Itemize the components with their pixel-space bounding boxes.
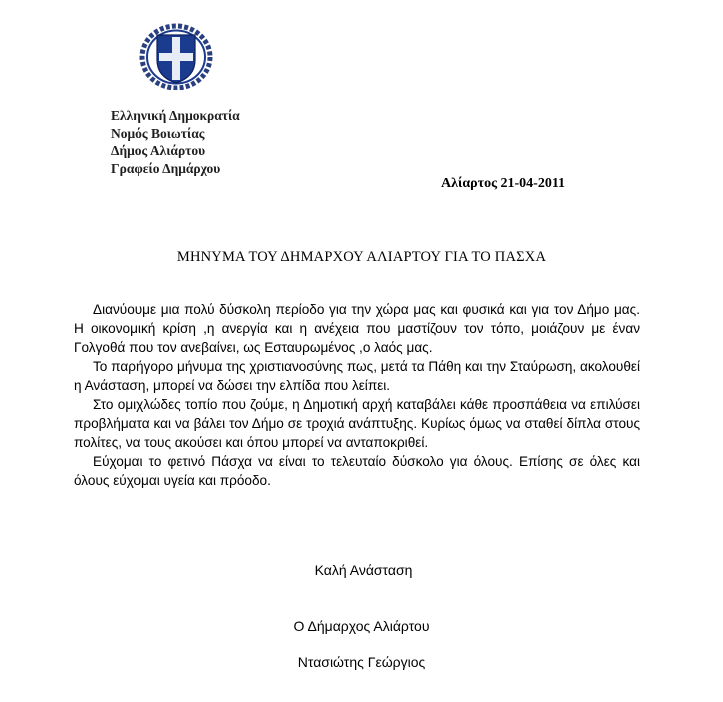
body-paragraph-4: Εύχομαι το φετινό Πάσχα να είναι το τελευταίο δύσκολο για όλους. Επίσης σε όλες και όλους εύχομαι υγεία και πρόοδο. — [74, 454, 640, 488]
document-title: ΜΗΝΥΜΑ ΤΟΥ ΔΗΜΑΡΧΟΥ ΑΛΙΑΡΤΟΥ ΓΙΑ ΤΟ ΠΑΣΧΑ — [176, 249, 547, 265]
body-paragraph-3: Στο ομιχλώδες τοπίο που ζούμε, η Δημοτική αρχή καταβάλει κάθε προσπάθεια να επιλύσει προβλήματα και να βάλει τον Δήμο σε τροχιά ανάπτυξης. Κυρίως όμως να σταθεί δίπλα στους πολίτες, να τους ακούσει και όπου μπορεί να ανταποκριθεί. — [74, 397, 640, 450]
document-date: Αλίαρτος 21-04-2011 — [441, 176, 566, 191]
org-municipality: Δήμος Αλιάρτου — [111, 143, 206, 158]
signatory-name: Ντασιώτης Γεώργιος — [297, 654, 426, 670]
signatory-title: Ο Δήμαρχος Αλιάρτου — [293, 618, 430, 634]
message-body — [74, 300, 640, 490]
body-paragraph-1: Διανύουμε μια πολύ δύσκολη περίοδο για την χώρα μας και φυσικά και για τον Δήμο μας. Η οικονομική κρίση ,η ανεργία και η ανέχεια που μαστίζουν τον τόπο, μοιάζουν με έναν Γολγοθά που τον ανεβαίνει, ως Εσταυρωμένος ,ο λαός μας. — [74, 302, 640, 355]
greek-coat-of-arms-icon — [139, 22, 213, 90]
cross-horizontal — [159, 53, 193, 61]
org-prefecture: Νομός Βοιωτίας — [111, 125, 205, 141]
org-country: Ελληνική Δημοκρατία — [111, 108, 240, 123]
closing-greeting: Καλή Ανάσταση — [314, 562, 413, 578]
body-paragraph-2: Το παρήγορο μήνυμα της χριστιανοσύνης πως, μετά τα Πάθη και την Σταύρωση, ακολουθεί η Ανάσταση, μπορεί να δώσει την ελπίδα που λείπει. — [74, 359, 640, 393]
organization-header — [111, 107, 240, 177]
seal-graphic — [139, 22, 213, 90]
org-office: Γραφείο Δημάρχου — [111, 160, 221, 176]
